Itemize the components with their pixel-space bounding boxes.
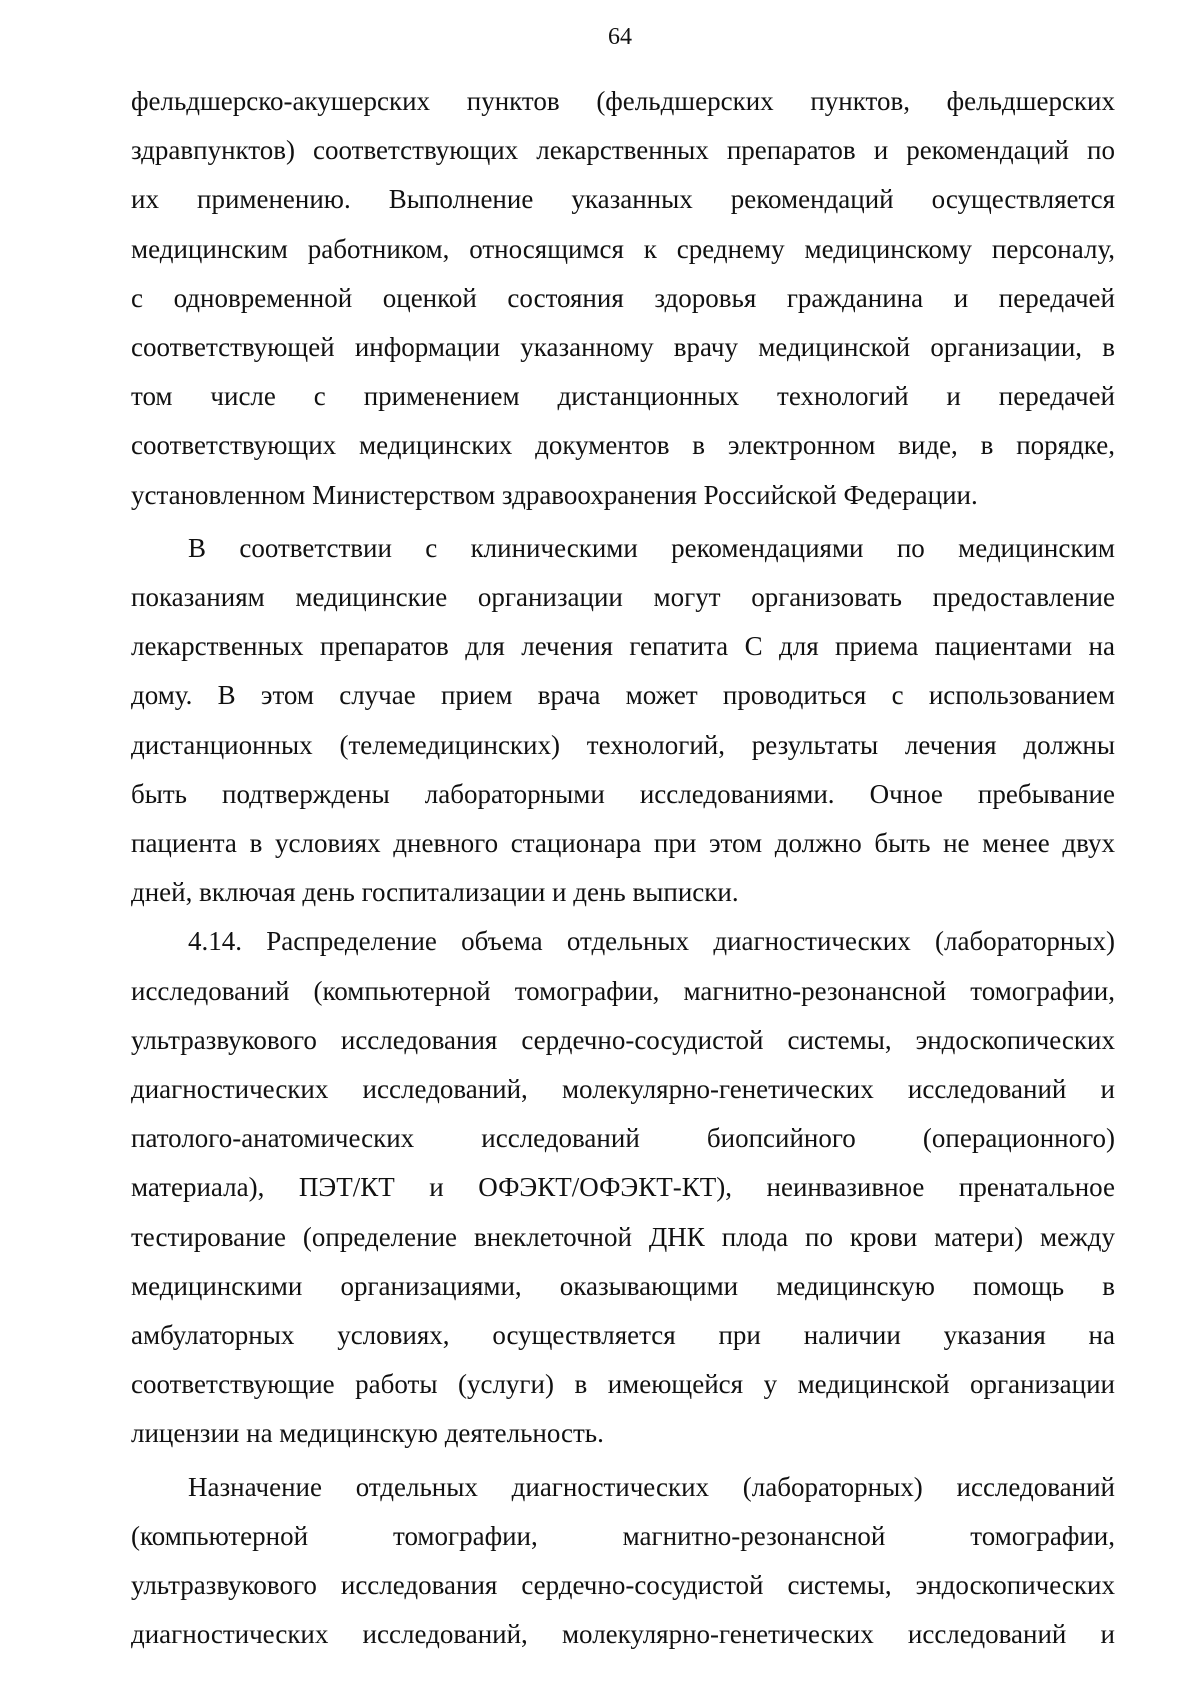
text-line: лицензии на медицинскую деятельность. bbox=[131, 1418, 604, 1449]
text-line: дней, включая день госпитализации и день выписки. bbox=[131, 877, 739, 908]
paragraph-diagnostics-assignment bbox=[131, 1463, 1115, 1660]
text-line: материала), ПЭТ/КТ и ОФЭКТ/ОФЭКТ-КТ), неинвазивное пренатальное bbox=[131, 1172, 1115, 1203]
text-line: пациента в условиях дневного стационара при этом должно быть не менее двух bbox=[131, 828, 1115, 859]
text-line: здравпунктов) соответствующих лекарственных препаратов и рекомендаций по bbox=[131, 135, 1115, 166]
paragraph-section-4-14 bbox=[131, 917, 1115, 1458]
document-body bbox=[131, 77, 1115, 1660]
text-line: фельдшерско-акушерских пунктов (фельдшерских пунктов, фельдшерских bbox=[131, 86, 1115, 116]
text-line: тестирование (определение внеклеточной ДНК плода по крови матери) между bbox=[131, 1221, 1115, 1252]
text-line: соответствующей информации указанному врачу медицинской организации, в bbox=[131, 332, 1115, 363]
text-line: медицинским работником, относящимся к среднему медицинскому персоналу, bbox=[131, 233, 1115, 264]
text-line: диагностических исследований, молекулярно-генетических исследований и bbox=[131, 1074, 1115, 1105]
text-line: исследований (компьютерной томографии, магнитно-резонансной томографии, bbox=[131, 975, 1115, 1006]
text-line: быть подтверждены лабораторными исследованиями. Очное пребывание bbox=[131, 778, 1115, 809]
text-line: Назначение отдельных диагностических (лабораторных) исследований bbox=[188, 1471, 1115, 1502]
text-line: В соответствии с клиническими рекомендациями по медицинским bbox=[188, 532, 1115, 563]
text-line: лекарственных препаратов для лечения гепатита С для приема пациентами на bbox=[131, 631, 1115, 662]
text-line: патолого-анатомических исследований биопсийного (операционного) bbox=[131, 1123, 1115, 1154]
paragraph-continuation bbox=[131, 77, 1115, 520]
text-line: дому. В этом случае прием врача может проводиться с использованием bbox=[131, 680, 1115, 711]
text-line: дистанционных (телемедицинских) технологий, результаты лечения должны bbox=[131, 729, 1115, 760]
text-line: соответствующие работы (услуги) в имеющейся у медицинской организации bbox=[131, 1369, 1115, 1400]
text-line: их применению. Выполнение указанных рекомендаций осуществляется bbox=[131, 184, 1115, 215]
text-line: с одновременной оценкой состояния здоровья гражданина и передачей bbox=[131, 282, 1115, 313]
text-line: установленном Министерством здравоохранения Российской Федерации. bbox=[131, 479, 978, 510]
page-number: 64 bbox=[608, 24, 632, 50]
text-line: медицинскими организациями, оказывающими медицинскую помощь в bbox=[131, 1270, 1115, 1301]
text-line: диагностических исследований, молекулярно-генетических исследований и bbox=[131, 1619, 1115, 1650]
text-line: (компьютерной томографии, магнитно-резонансной томографии, bbox=[131, 1520, 1115, 1551]
text-line: соответствующих медицинских документов в электронном виде, в порядке, bbox=[131, 430, 1115, 461]
text-line: ультразвукового исследования сердечно-сосудистой системы, эндоскопических bbox=[131, 1570, 1115, 1601]
text-line: амбулаторных условиях, осуществляется при наличии указания на bbox=[131, 1320, 1115, 1351]
paragraph-hepatitis-c bbox=[131, 524, 1115, 918]
text-line: 4.14. Распределение объема отдельных диагностических (лабораторных) bbox=[188, 926, 1115, 957]
text-line: ультразвукового исследования сердечно-сосудистой системы, эндоскопических bbox=[131, 1024, 1115, 1055]
text-line: показаниям медицинские организации могут организовать предоставление bbox=[131, 582, 1115, 613]
text-line: том числе с применением дистанционных технологий и передачей bbox=[131, 381, 1115, 412]
